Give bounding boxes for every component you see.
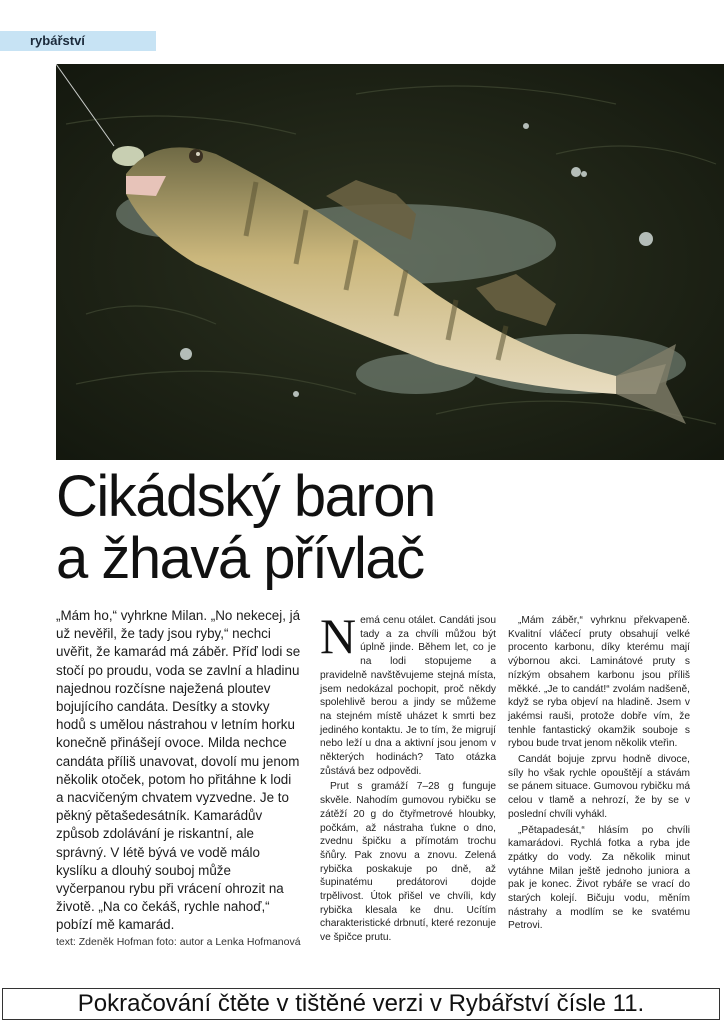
- zander-photo-illustration: [56, 64, 724, 460]
- col3-paragraph-2: Candát bojuje zprvu hodně divoce, síly ho však rychle opouštějí a stávám se pánem situace. Gumovou rybičku má celou v tlamě a nehrozí, že by se v poslední chvíli vyhákl.: [508, 754, 690, 820]
- article-photo: [56, 64, 724, 460]
- section-tag: rybářství: [0, 31, 156, 51]
- col3-paragraph-1: „Mám záběr,“ vyhrknu překvapeně. Kvalitní vláčecí pruty obsahují velké procento karbonu, díky kterému mají výbornou akci. Laminátové pruty s nízkým obsahem karbonu jsou příliš měkké. „Je to candát!“ zvolám nadšeně, když se ryba objeví na hladině. Jsem v jakémsi rauši, protože dobře vím, že tenhle fantastický okamžik souboje s rybou bude trvat jenom několik vteřin.: [508, 615, 690, 750]
- col3-paragraph-3: „Pětapadesát,“ hlásím po chvíli kamarádovi. Rychlá fotka a ryba jde zpátky do vody. Za několik minut vytáhne Milan ještě jednoho juniora a pak je konec. Život rybáře se vrací do starých kolejí. Bičuju vodu, měním nástrahy a modlím se ke svatému Petrovi.: [508, 824, 690, 932]
- drop-cap: N: [320, 608, 357, 664]
- continuation-footer: Pokračování čtěte v tištěné verzi v Rybářství čísle 11.: [2, 988, 720, 1020]
- col2-p1-text: emá cenu otálet. Candáti jsou tady a za chvíli můžou být úplně jinde. Během let, co je na lodi stopujeme a pravidelně navštěvujeme stejná místa, jsem nedokázal pochopit, proč někdy spolehlivě berou a jindy se můžeme na stejném místě uházet k smrti bez jediného kontaktu. Je to tím, že migrují nebo leží u dna a aktivní jsou jenom v některých hodinách? Tato otázka zůstává bez odpovědi.: [320, 615, 496, 777]
- body-column-3: [508, 614, 690, 935]
- headline-line-2: a žhavá přívlač: [56, 526, 424, 591]
- article-headline: [56, 466, 716, 590]
- col2-paragraph-2: Prut s gramáží 7–28 g funguje skvěle. Nahodím gumovou rybičku se zátěží 20 g do čtyřmetrové hloubky, počkám, až nástraha ťukne o dno, zvednu špičku a přímotám trochu šňůry. Pak znovu a znovu. Zelená rybička poskakuje po dně, až šupinatému predátorovi dojde trpělivost. Útok přišel ve chvíli, kdy rybička klesala ke dnu. Ucítím charakteristické drbnutí, které rezonuje ve špičce prutu.: [320, 781, 496, 944]
- lead-paragraph: [56, 607, 302, 937]
- headline-line-1: Cikádský baron: [56, 464, 435, 529]
- col2-paragraph-1: [320, 608, 496, 778]
- body-column-2: [320, 608, 496, 947]
- credits: text: Zdeněk Hofman foto: autor a Lenka Hofmanová: [56, 936, 301, 948]
- lead-text: „Mám ho,“ vyhrkne Milan. „No nekecej, já už nevěřil, že tady jsou ryby,“ nechci uvěřit, že kamarád má záběr. Příď lodi se stočí po proudu, voda se zavlní a hladinu najednou rozčísne naježená ploutev bojujícího candáta. Desítky a stovky hodů s umělou nástrahou v letním horku konečně přinášejí ovoce. Milda nechce candáta příliš unavovat, dovolí mu jenom několik otoček, potom ho přitáhne k lodi a nacvičeným chvatem vyzvedne. Je to pěkný pětašedesátník. Kamarádův způsob zdolávání je riskantní, ale správný. V létě bývá ve vodě málo kyslíku a dlouhý souboj může vyčerpanou rybu při vrácení ohrozit na životě. „Na co čekáš, rychle nahoď,“ pobízí mě kamarád.: [56, 608, 301, 933]
